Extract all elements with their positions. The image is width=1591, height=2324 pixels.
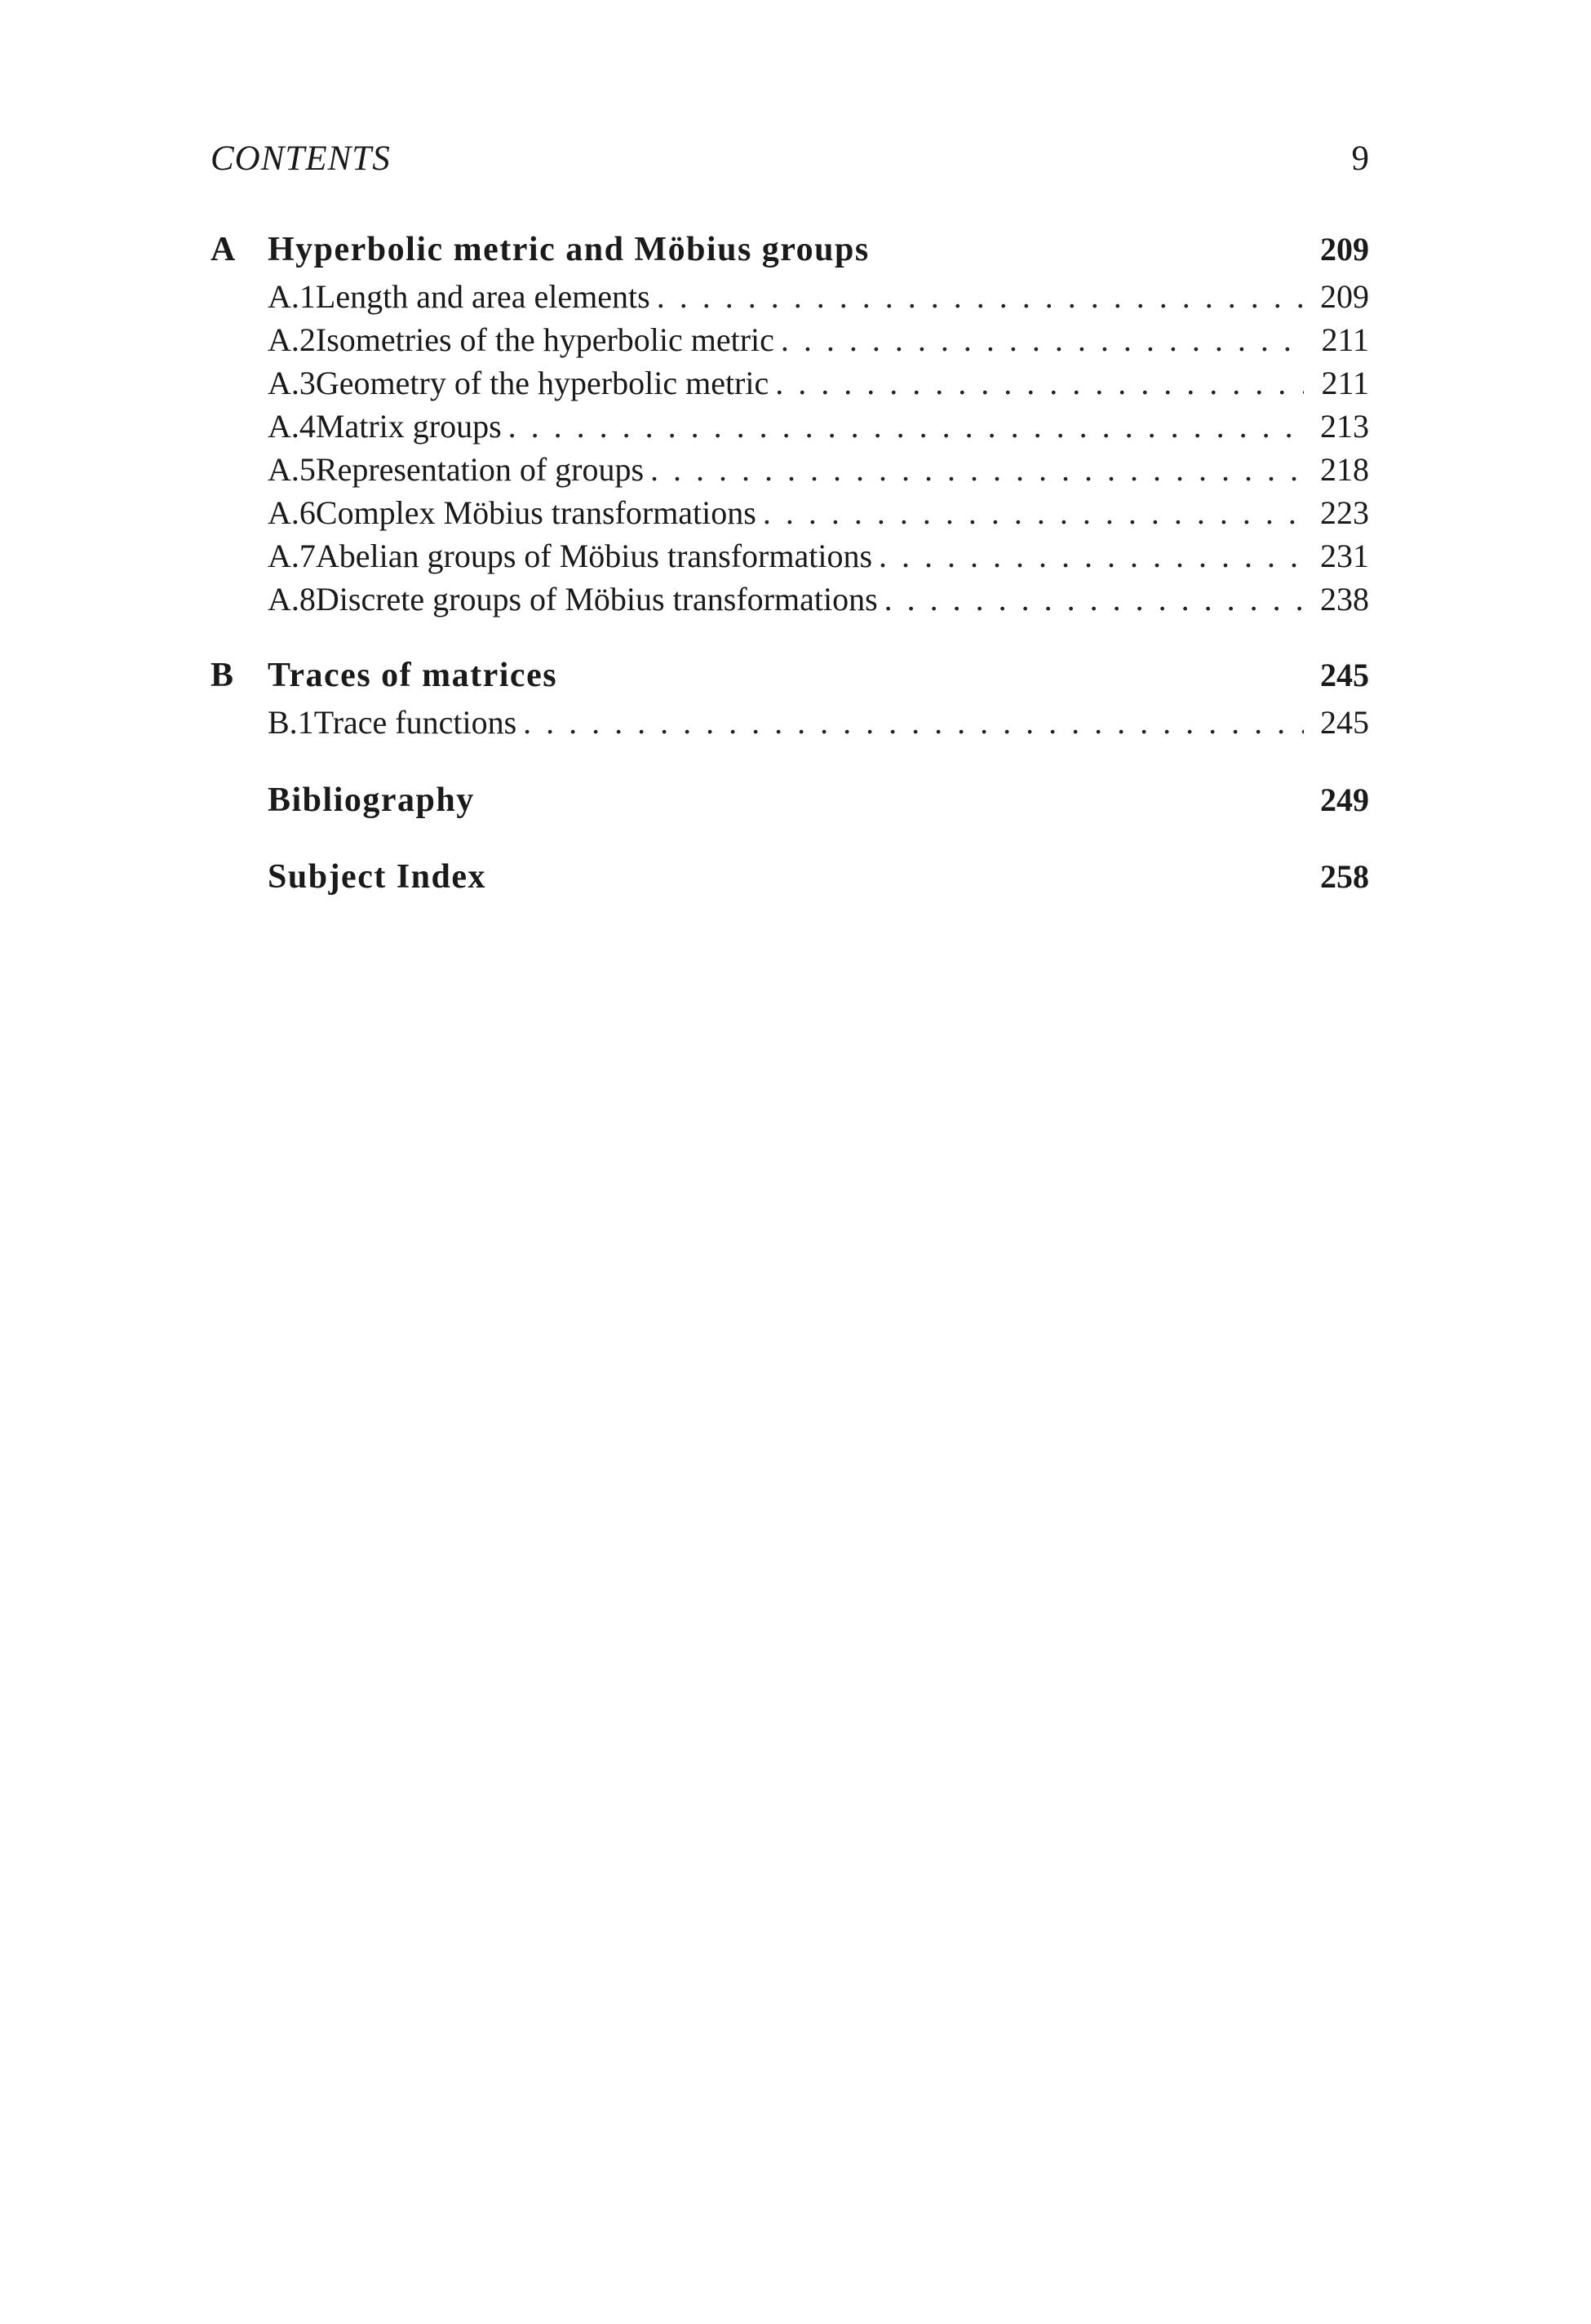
dot-leader: [775, 364, 1304, 402]
section-number: A.1: [268, 278, 316, 315]
section-page: 218: [1320, 451, 1369, 488]
chapter-title: Traces of matrices: [268, 657, 558, 694]
back-matter-page: 258: [1320, 858, 1369, 895]
running-title: CONTENTS: [211, 139, 391, 178]
section-title: Isometries of the hyperbolic metric: [315, 321, 774, 358]
section-title: Length and area elements: [315, 278, 650, 315]
section-number: B.1: [268, 704, 314, 741]
chapter-heading[interactable]: [211, 656, 1369, 703]
toc-entry[interactable]: [211, 450, 1369, 494]
section-number: A.6: [268, 494, 316, 531]
toc-entry[interactable]: [211, 580, 1369, 623]
section-page: 209: [1320, 278, 1369, 315]
section-number: A.3: [268, 365, 316, 401]
chapter-page: 209: [1320, 231, 1369, 268]
spacer: [211, 623, 1369, 656]
running-head: [211, 139, 1369, 188]
section-title: Matrix groups: [315, 408, 502, 445]
section-title: Representation of groups: [315, 451, 645, 488]
back-matter-title: Bibliography: [268, 781, 475, 819]
back-matter-title: Subject Index: [268, 858, 487, 896]
section-page: 238: [1320, 581, 1369, 618]
toc-entry[interactable]: [211, 277, 1369, 321]
chapter-letter: B: [211, 657, 234, 694]
section-title: Discrete groups of Möbius transformations: [315, 581, 878, 618]
dot-leader: [763, 494, 1304, 532]
section-number: A.5: [268, 451, 316, 488]
back-matter-entry-bibliography[interactable]: [211, 781, 1369, 828]
section-page: 223: [1320, 494, 1369, 531]
chapter-letter: A: [211, 231, 236, 268]
dot-leader: [508, 407, 1304, 445]
dot-leader: [884, 580, 1304, 618]
dot-leader: [657, 277, 1304, 316]
section-number: A.2: [268, 321, 316, 358]
section-title: Complex Möbius transformations: [315, 494, 756, 531]
chapter-title: Hyperbolic metric and Möbius groups: [268, 231, 870, 268]
section-title: Geometry of the hyperbolic metric: [315, 365, 769, 401]
toc-entry[interactable]: [211, 364, 1369, 407]
chapter-a: [211, 230, 1369, 623]
toc-entry[interactable]: [211, 703, 1369, 746]
section-number: A.7: [268, 538, 316, 574]
dot-leader: [650, 450, 1304, 489]
section-number: A.4: [268, 408, 316, 445]
section-page: 211: [1321, 365, 1369, 401]
chapter-page: 245: [1320, 657, 1369, 693]
toc-entry[interactable]: [211, 537, 1369, 580]
back-matter-page: 249: [1320, 781, 1369, 818]
page-number: 9: [1351, 139, 1369, 178]
spacer: [211, 746, 1369, 781]
section-page: 213: [1320, 408, 1369, 445]
toc-entry[interactable]: [211, 407, 1369, 450]
dot-leader: [523, 703, 1304, 741]
chapter-heading[interactable]: [211, 230, 1369, 277]
toc-entry[interactable]: [211, 494, 1369, 537]
section-page: 245: [1320, 704, 1369, 741]
spacer: [211, 828, 1369, 857]
toc-entry[interactable]: [211, 321, 1369, 364]
section-page: 231: [1320, 538, 1369, 574]
section-title: Trace functions: [313, 704, 517, 741]
back-matter-entry-subject-index[interactable]: [211, 857, 1369, 905]
table-of-contents: [211, 230, 1369, 905]
section-page: 211: [1321, 321, 1369, 358]
chapter-b: [211, 656, 1369, 746]
back-matter: [211, 781, 1369, 905]
section-title: Abelian groups of Möbius transformations: [315, 538, 873, 574]
dot-leader: [781, 321, 1304, 359]
dot-leader: [879, 537, 1304, 575]
section-number: A.8: [268, 581, 316, 618]
